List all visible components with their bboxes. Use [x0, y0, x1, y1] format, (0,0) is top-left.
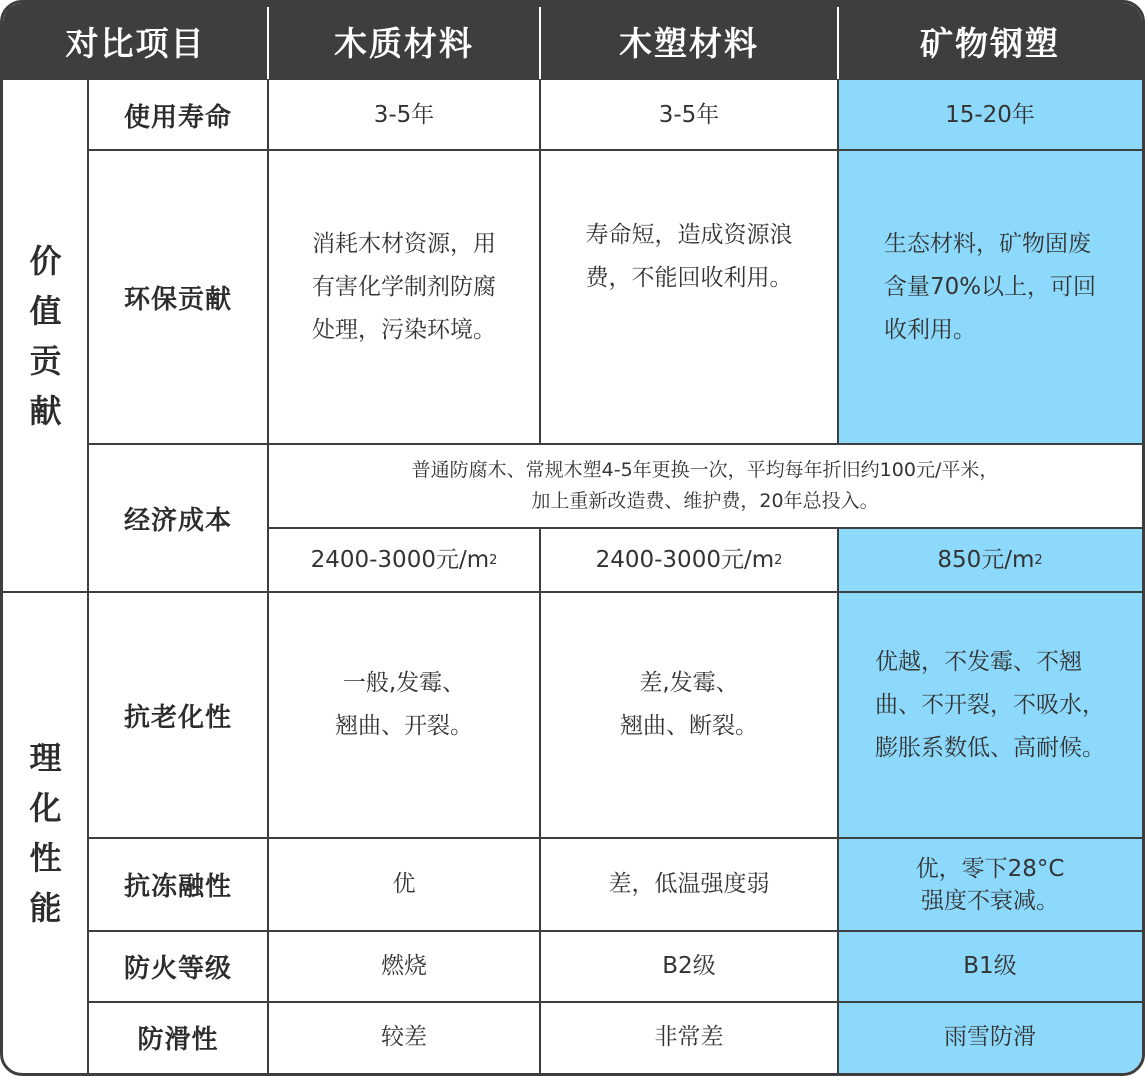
cost-note	[268, 444, 1142, 528]
row-label-freeze: 抗冻融性	[123, 872, 232, 902]
wpc-eco: 寿命短，造成资源浪 费，不能回收利用。	[585, 222, 793, 291]
wood-fire: 燃烧	[381, 953, 427, 979]
grid-line	[87, 80, 89, 1073]
mineral-lifespan: 15-20年	[838, 80, 1142, 150]
group-char: 理	[29, 738, 62, 777]
unit-superscript: 2	[489, 552, 498, 568]
wpc-cost	[540, 528, 838, 592]
mineral-slip: 雨雪防滑	[838, 1002, 1142, 1073]
group-label-physical	[3, 592, 88, 1073]
wood-cost-value: 2400-3000元/m	[310, 546, 490, 573]
grid-line	[88, 1001, 1142, 1003]
grid-line	[837, 80, 839, 444]
grid-line	[88, 837, 1142, 839]
unit-superscript: 2	[774, 552, 783, 568]
header-wood: 木质材料	[268, 3, 540, 80]
wood-lifespan: 3-5年	[373, 101, 435, 128]
mineral-fire: B1级	[838, 931, 1142, 1002]
wpc-lifespan: 3-5年	[658, 101, 720, 128]
mineral-freeze: 优，零下28°C 强度不衰减。	[838, 838, 1142, 931]
grid-line	[268, 527, 1142, 529]
group-char: 值	[29, 292, 62, 330]
header-divider	[267, 7, 269, 79]
grid-line	[539, 528, 541, 1073]
group-char: 性	[29, 838, 62, 877]
cost-note-line2: 加上重新改造费、维护费，20年总投入。	[531, 490, 879, 512]
wpc-fire: B2级	[662, 953, 716, 979]
mineral-eco: 生态材料，矿物固废 含量70%以上，可回 收利用。	[838, 150, 1142, 444]
mineral-cost	[838, 528, 1142, 592]
group-char: 能	[29, 888, 62, 927]
wood-freeze: 优	[392, 871, 416, 897]
wood-slip: 较差	[381, 1024, 427, 1050]
group-char: 贡	[29, 342, 62, 380]
grid-line	[88, 930, 1142, 932]
wpc-cost-value: 2400-3000元/m	[595, 546, 775, 573]
row-label-aging: 抗老化性	[123, 702, 232, 733]
grid-line	[88, 443, 1142, 445]
unit-superscript: 2	[1034, 552, 1043, 568]
cost-note-line1: 普通防腐木、常规木塑4-5年更换一次，平均每年折旧约100元/平米，	[411, 459, 999, 481]
row-label-cost: 经济成本	[123, 505, 232, 536]
row-label-eco: 环保贡献	[123, 284, 232, 315]
grid-line	[539, 80, 541, 444]
group-char: 化	[29, 788, 62, 827]
group-char: 价	[29, 242, 62, 280]
wood-aging: 一般,发霉、 翘曲、开裂。	[335, 670, 473, 739]
wood-eco: 消耗木材资源，用 有害化学制剂防腐 处理，污染环境。	[312, 230, 496, 343]
mineral-cost-value: 850元/m	[937, 546, 1035, 573]
wpc-freeze: 差，低温强度弱	[608, 871, 770, 897]
wood-cost	[268, 528, 540, 592]
group-char: 献	[29, 392, 62, 430]
header-mineral: 矿物钢塑	[838, 3, 1142, 80]
header-divider	[539, 7, 541, 79]
row-label-slip: 防滑性	[137, 1025, 219, 1055]
grid-line	[837, 528, 839, 1073]
header-wpc: 木塑材料	[540, 3, 838, 80]
header-divider	[837, 7, 839, 79]
wpc-slip: 非常差	[654, 1024, 724, 1050]
grid-line	[3, 591, 1142, 593]
header-item: 对比项目	[3, 3, 268, 80]
mineral-aging: 优越，不发霉、不翘 曲、不开裂，不吸水， 膨胀系数低、高耐候。	[838, 592, 1142, 838]
row-label-fire: 防火等级	[123, 954, 232, 984]
grid-line	[88, 149, 1142, 151]
group-label-value	[3, 80, 88, 592]
wpc-aging: 差,发霉、 翘曲、断裂。	[620, 670, 758, 739]
grid-line	[267, 80, 269, 1073]
row-label-lifespan: 使用寿命	[123, 102, 232, 133]
